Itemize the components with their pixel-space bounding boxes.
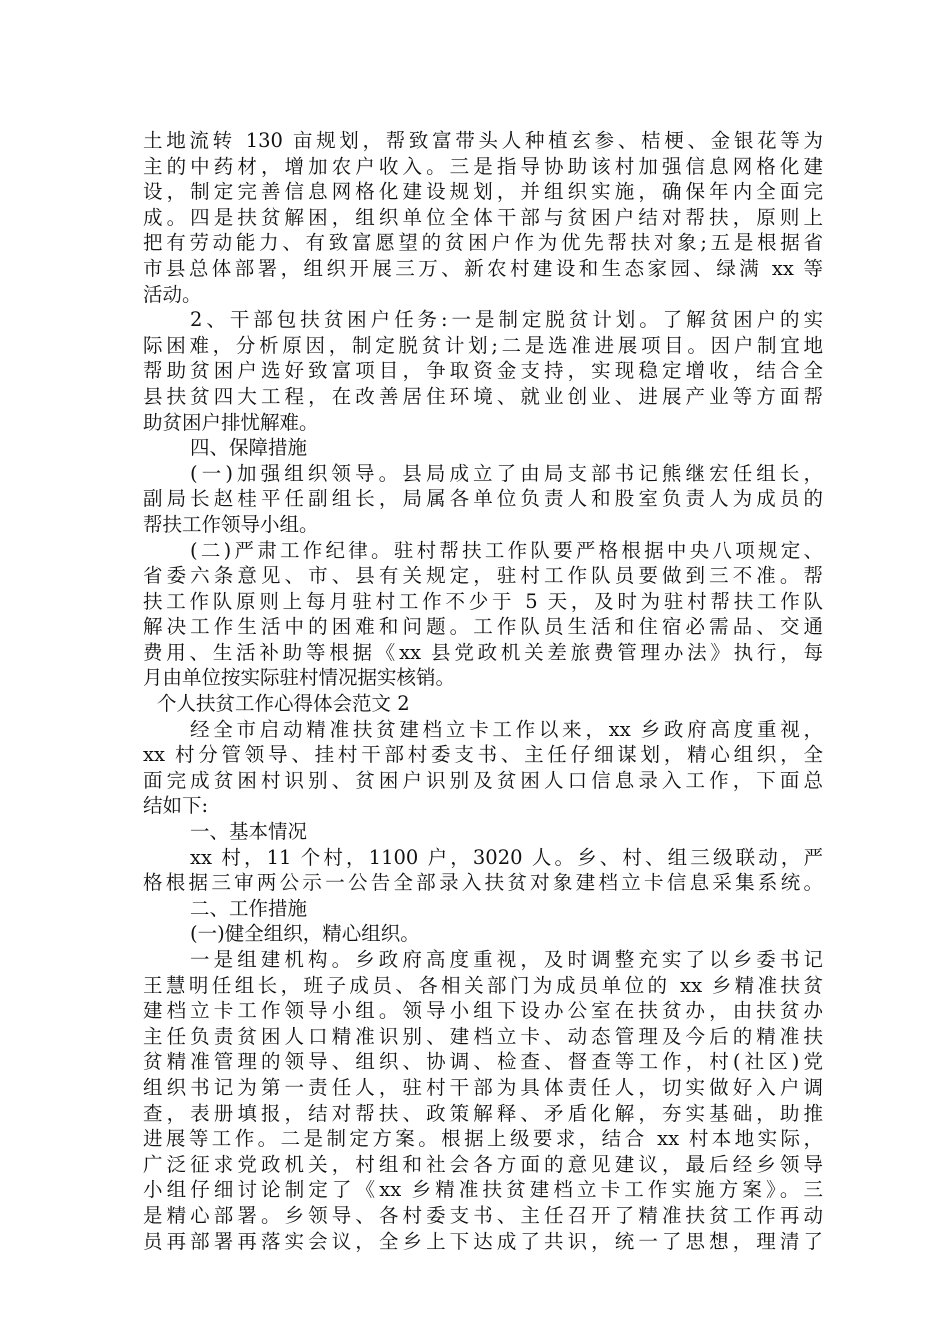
text-line: 是精心部署。乡领导、各村委支书、主任召开了精准扶贫工作再动 <box>143 1203 823 1227</box>
text-line: (一)加强组织领导。县局成立了由局支部书记熊继宏任组长， <box>190 461 823 485</box>
text-line: 王慧明任组长，班子成员、各相关部门为成员单位的 xx 乡精准扶贫 <box>143 973 823 997</box>
text-line: 广泛征求党政机关，村组和社会各方面的意见建议，最后经乡领导 <box>143 1152 823 1176</box>
text-line: (一)健全组织，精心组织。 <box>190 922 420 946</box>
text-line: 帮扶工作领导小组。 <box>143 512 319 536</box>
text-line: 进展等工作。二是制定方案。根据上级要求，结合 xx 村本地实际， <box>143 1127 823 1151</box>
text-line: 解决工作生活中的困难和问题。工作队员生活和住宿必需品、交通 <box>143 615 823 639</box>
text-line: 副局长赵桂平任副组长，局属各单位负责人和股室负责人为成员的 <box>143 487 823 511</box>
text-line: 一、基本情况 <box>190 820 308 844</box>
text-line: 成。四是扶贫解困，组织单位全体干部与贫困户结对帮扶，原则上 <box>143 205 823 229</box>
text-line: 主任负责贫困人口精准识别、建档立卡、动态管理及今后的精准扶 <box>143 1024 823 1048</box>
text-line: 际困难，分析原因，制定脱贫计划;二是选准进展项目。因户制宜地 <box>143 333 823 357</box>
text-line: 帮助贫困户选好致富项目，争取资金支持，实现稳定增收，结合全 <box>143 359 823 383</box>
text-line: 个人扶贫工作心得体会范文 2 <box>157 692 410 716</box>
text-line: 县扶贫四大工程，在改善居住环境、就业创业、进展产业等方面帮 <box>143 384 823 408</box>
text-line: 月由单位按实际驻村情况据实核销。 <box>143 666 456 690</box>
text-line: 二、工作措施 <box>190 896 308 920</box>
text-line: 格根据三审两公示一公告全部录入扶贫对象建档立卡信息采集系统。 <box>143 871 823 895</box>
text-line: 扶工作队原则上每月驻村工作不少于 5 天，及时为驻村帮扶工作队 <box>143 589 823 613</box>
text-line: 经全市启动精准扶贫建档立卡工作以来，xx 乡政府高度重视， <box>190 717 823 741</box>
document-body <box>143 128 823 1254</box>
text-line: 员再部署再落实会议，全乡上下达成了共识，统一了思想，理清了 <box>143 1229 823 1253</box>
text-line: 市县总体部署，组织开展三万、新农村建设和生态家园、绿满 xx 等 <box>143 256 823 280</box>
text-line: xx 村，11 个村，1100 户，3020 人。乡、村、组三级联动，严 <box>190 845 823 869</box>
text-line: 结如下: <box>143 794 209 818</box>
text-line: 小组仔细讨论制定了《xx 乡精准扶贫建档立卡工作实施方案》。三 <box>143 1178 823 1202</box>
text-line: 把有劳动能力、有致富愿望的贫困户作为优先帮扶对象;五是根据省 <box>143 231 823 255</box>
text-line: 土地流转 130 亩规划，帮致富带头人种植玄参、桔梗、金银花等为 <box>143 129 823 152</box>
text-line: 面完成贫困村识别、贫困户识别及贫困人口信息录入工作，下面总 <box>143 768 823 792</box>
text-line: 省委六条意见、市、县有关规定，驻村工作队员要做到三不准。帮 <box>143 564 823 588</box>
text-line: 2、干部包扶贫困户任务:一是制定脱贫计划。了解贫困户的实 <box>190 308 823 332</box>
text-line: 建档立卡工作领导小组。领导小组下设办公室在扶贫办，由扶贫办 <box>143 999 823 1023</box>
text-line: 活动。 <box>143 282 202 306</box>
text-line: 查，表册填报，结对帮扶、政策解释、矛盾化解，夯实基础，助推 <box>143 1101 823 1125</box>
text-line: 主的中药材，增加农户收入。三是指导协助该村加强信息网格化建 <box>143 154 823 178</box>
text-line: xx 村分管领导、挂村干部村委支书、主任仔细谋划，精心组织，全 <box>143 743 823 767</box>
text-line: 设，制定完善信息网格化建设规划，并组织实施，确保年内全面完 <box>143 180 823 204</box>
text-line: 费用、生活补助等根据《xx 县党政机关差旅费管理办法》执行，每 <box>143 640 823 664</box>
text-line: 助贫困户排忧解难。 <box>143 410 319 434</box>
text-line: 组织书记为第一责任人，驻村干部为具体责任人，切实做好入户调 <box>143 1075 823 1099</box>
text-line: (二)严肃工作纪律。驻村帮扶工作队要严格根据中央八项规定、 <box>190 538 823 562</box>
text-line: 一是组建机构。乡政府高度重视，及时调整充实了以乡委书记 <box>190 948 823 971</box>
text-line: 四、保障措施 <box>190 436 308 460</box>
text-line: 贫精准管理的领导、组织、协调、检查、督查等工作，村(社区)党 <box>143 1050 823 1074</box>
